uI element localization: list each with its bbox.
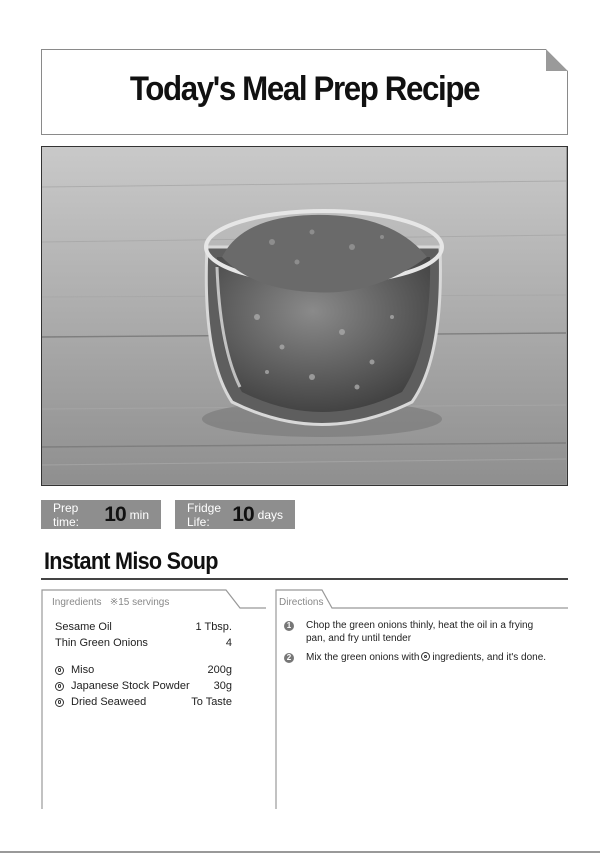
title-divider [41,578,568,580]
ingredients-group-2 [55,662,232,710]
fridge-life-value: 10 [232,502,254,526]
servings-note: ※15 servings [109,597,170,608]
ingredients-group-1 [55,619,232,651]
ingredient-amount: 30g [213,680,232,692]
list-item [55,678,232,694]
double-circle-icon [55,698,64,707]
page-bottom-rule [0,851,600,853]
ingredient-name: Thin Green Onions [55,637,148,649]
double-circle-icon [55,666,64,675]
step-text-before: Mix the green onions with [306,652,420,663]
fridge-life-badge [175,500,295,529]
page-fold-icon [546,49,568,71]
step-number-badge: 1 [284,621,294,631]
ingredient-name: Miso [71,664,95,676]
recipe-photo [41,146,568,486]
list-item [55,662,232,678]
ingredient-name: Japanese Stock Powder [71,680,190,692]
ingredient-amount: To Taste [191,696,232,708]
direction-step [284,620,554,645]
directions-label: Directions [279,597,324,608]
double-circle-icon [421,652,430,661]
ingredient-name: Dried Seaweed [71,696,147,708]
prep-time-label: Prep time: [53,500,80,529]
list-item [55,619,232,635]
prep-time-unit: min [129,507,149,522]
ingredient-amount: 1 Tbsp. [195,621,232,633]
title-banner [41,49,568,135]
list-item [55,635,232,651]
ingredient-amount: 4 [225,637,232,649]
prep-time-badge [41,500,161,529]
ingredient-amount: 200g [207,664,232,676]
double-circle-icon [55,682,64,691]
ingredients-label-wrap [52,597,169,608]
prep-time-value: 10 [104,502,126,526]
step-text: Chop the green onions thinly, heat the oil in a frying pan, and fry until tender [306,620,534,644]
step-text-after: ingredients, and it's done. [432,652,547,663]
direction-step [284,652,554,665]
list-item [55,694,232,710]
fridge-life-unit: days [257,507,283,522]
ingredients-label: Ingredients [52,597,102,608]
miso-jar-photo [42,147,566,484]
page-title: Today's Meal Prep Recipe [129,70,480,108]
fridge-life-label: Fridge Life: [187,500,222,529]
step-text-wrap [306,652,546,665]
recipe-title: Instant Miso Soup [44,548,218,575]
step-number-badge: 2 [284,653,294,663]
ingredient-name: Sesame Oil [55,621,112,633]
